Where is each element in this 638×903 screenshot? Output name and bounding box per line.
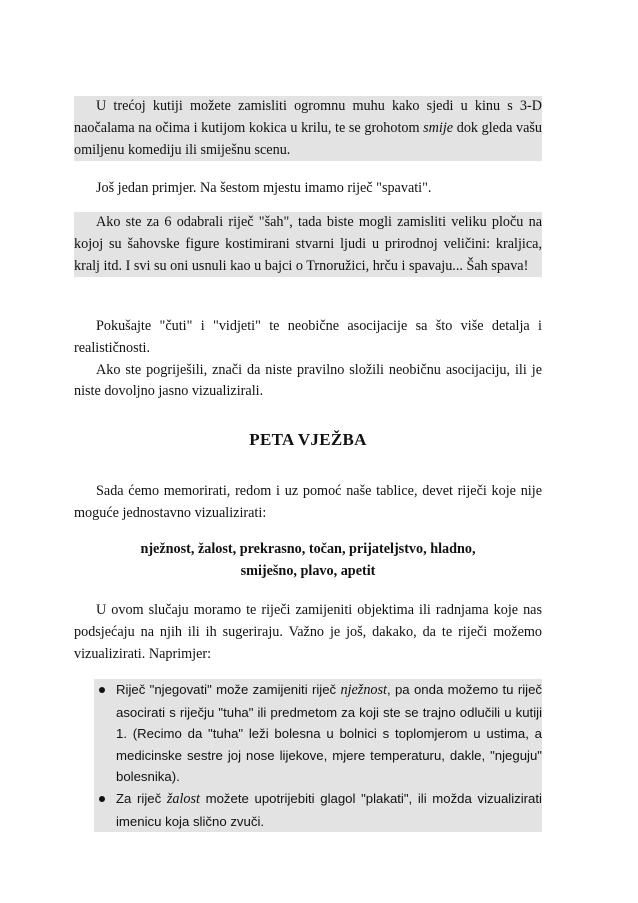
- para4-text: Pokušajte "čuti" i "vidjeti" te neobične asocijacije sa što više detalja i realističnosti.: [74, 318, 542, 356]
- bullet-list: [94, 679, 542, 832]
- bullet2-italic: žalost: [166, 790, 200, 807]
- bullet1-text-end: , pa onda možemo tu riječ asocirati s riječju "tuha" ili predmetom za koji ste se trajno odlučili u kutiji 1. (Recimo da "tuha" leži bolesna u bolnici s toplomjerom u ustima, a medicinske sestre joj nose lijekove, mjere temperaturu, dakle, "njeguju" bolesnika).: [116, 682, 542, 785]
- para1-text: U trećoj kutiji možete zamisliti ogromnu muhu kako sjedi u kinu s 3-D naočalama na očima i kutijom kokica u krilu, te se grohotom: [74, 98, 542, 136]
- para1-text-end: dok gleda vašu omiljenu komediju ili smiješnu scenu.: [74, 119, 542, 158]
- list-item: [94, 679, 542, 788]
- bullet2-text: Za riječ: [116, 790, 167, 806]
- word-list: [74, 539, 542, 583]
- bullet-icon: [99, 796, 105, 802]
- para7-text: U ovom slučaju moramo te riječi zamijeniti objektima ili radnjama koje nas podsjećaju na njih ili ih sugeriraju. Važno je još, dakako, da te riječi možemo vizualizirati. Naprimjer:: [74, 602, 542, 662]
- bullet2-text-end: možete upotrijebiti glagol "plakati", ili možda vizualizirati imenicu koja slično zvuči.: [116, 790, 542, 829]
- word-list-line2: smiješno, plavo, apetit: [240, 562, 376, 579]
- paragraph-sah: [74, 212, 542, 277]
- para5-text: Ako ste pogriješili, znači da niste pravilno složili neobičnu asocijaciju, ili je niste dovoljno jasno vizualizirali.: [74, 361, 542, 400]
- paragraph-sada: [74, 481, 542, 525]
- para6-text: Sada ćemo memorirati, redom i uz pomoć naše tablice, devet riječi koje nije moguće jednostavno vizualizirati:: [74, 483, 542, 521]
- paragraph-muha: [74, 96, 542, 161]
- para1-italic: smije: [423, 119, 454, 136]
- bullet1-italic: nježnost: [340, 682, 387, 698]
- bullet1-text: Riječ "njegovati" može zamijeniti riječ: [116, 682, 341, 697]
- paragraph-primjer: [74, 178, 542, 200]
- para2-text: Još jedan primjer. Na šestom mjestu imamo riječ "spavati".: [96, 180, 432, 196]
- list-item: [94, 788, 542, 832]
- word-list-line1: nježnost, žalost, prekrasno, točan, prijateljstvo, hladno,: [140, 541, 476, 557]
- section-heading: PETA VJEŽBA: [249, 430, 367, 449]
- bullet-icon: [99, 687, 105, 693]
- para3-text: Ako ste za 6 odabrali riječ "šah", tada biste mogli zamisliti veliku ploču na kojoj su šahovske figure kostimirani stvarni ljudi u prirodnoj veličini: kraljica, kralj itd. I svi su oni usnuli kao u bajci o Trnoružici, hrču i spavaju... Šah spava!: [74, 212, 542, 277]
- paragraph-slucaj: [74, 600, 542, 665]
- paragraph-cuti: [74, 316, 542, 403]
